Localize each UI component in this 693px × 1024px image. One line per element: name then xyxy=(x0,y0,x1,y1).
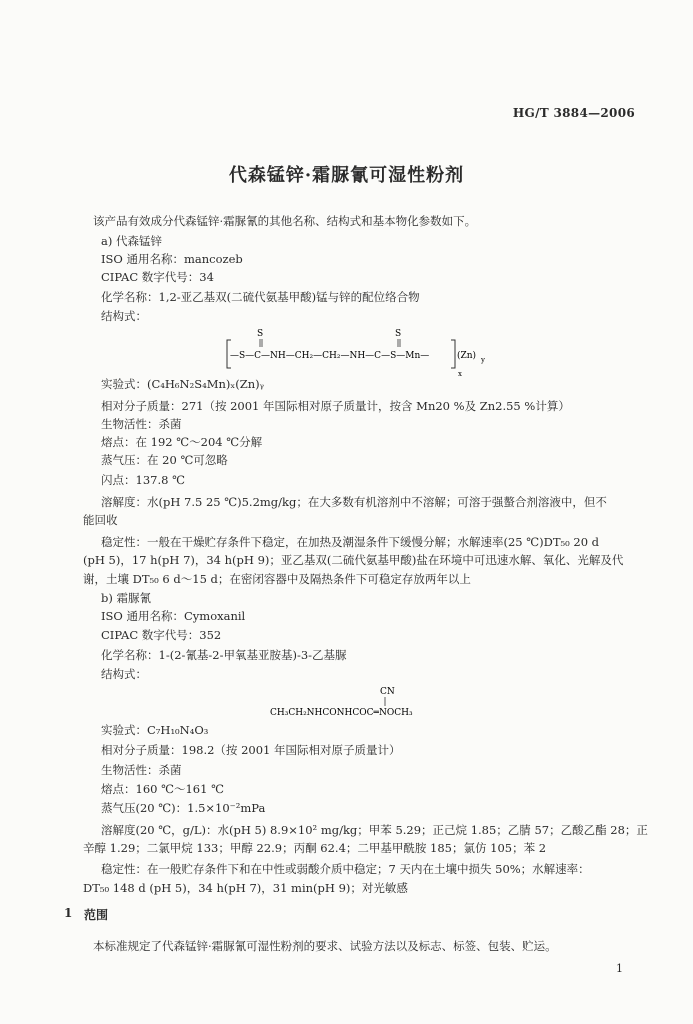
section-number: 1 xyxy=(64,906,73,920)
mancozeb-melting-point: 熔点：在 192 ℃～204 ℃分解 xyxy=(101,435,263,449)
cymoxanil-solubility-line-1: 溶解度(20 ℃，g/L)：水(pH 5) 8.9×10² mg/kg；甲苯 5.29；正己烷 1.85；乙腈 57；乙酸乙酯 28；正 xyxy=(101,823,648,837)
page-number: 1 xyxy=(616,962,623,975)
mancozeb-structure-formula xyxy=(225,326,515,382)
mancozeb-stability-line-3: 谢，土壤 DT₅₀ 6 d～15 d；在密闭容器中及隔热条件下可稳定存放两年以上 xyxy=(83,572,471,586)
mancozeb-solubility-line-1: 溶解度：水(pH 7.5 25 ℃)5.2mg/kg；在大多数有机溶剂中不溶解；可溶于强螯合剂溶液中，但不 xyxy=(101,495,607,509)
section-body: 本标准规定了代森锰锌·霜脲氰可湿性粉剂的要求、试验方法以及标志、标签、包装、贮运。 xyxy=(93,939,557,953)
intro-paragraph: 该产品有效成分代森锰锌·霜脲氰的其他名称、结构式和基本物化参数如下。 xyxy=(93,214,477,228)
cymoxanil-vapor-pressure: 蒸气压(20 ℃)：1.5×10⁻²mPa xyxy=(101,801,266,815)
cymoxanil-cyano: CN xyxy=(380,687,395,697)
cymoxanil-iso-name: ISO 通用名称：Cymoxanil xyxy=(101,609,246,623)
mancozeb-solubility-line-2: 能回收 xyxy=(83,513,118,527)
mancozeb-zinc-sub: y xyxy=(481,356,485,364)
cymoxanil-chain: CH₃CH₂NHCONHCOC═NOCH₃ xyxy=(270,708,413,718)
cymoxanil-cipac-code: CIPAC 数字代号：352 xyxy=(101,628,222,642)
mancozeb-sulfur-1: S xyxy=(257,329,264,339)
mancozeb-cipac-code: CIPAC 数字代号：34 xyxy=(101,270,214,284)
mancozeb-chain: —S—C—NH—CH₂—CH₂—NH—C—S—Mn— xyxy=(230,351,430,361)
mancozeb-activity: 生物活性：杀菌 xyxy=(101,417,182,431)
mancozeb-zinc: (Zn) xyxy=(457,351,477,361)
mancozeb-stability-line-2: (pH 5)，17 h(pH 7)，34 h(pH 9)；亚乙基双(二硫代氨基甲酸)盐在环境中可迅速水解、氧化、光解及代 xyxy=(83,553,624,567)
cymoxanil-empirical-formula: 实验式：C₇H₁₀N₄O₃ xyxy=(101,723,209,737)
mancozeb-structure-label: 结构式： xyxy=(101,309,147,323)
cymoxanil-stability-line-1: 稳定性：在一般贮存条件下和在中性或弱酸介质中稳定；7 天内在土壤中损失 50%；水解速率： xyxy=(101,862,590,876)
cymoxanil-chemical-name: 化学名称：1-(2-氰基-2-甲氧基亚胺基)-3-乙基脲 xyxy=(101,648,347,662)
mancozeb-molecular-weight: 相对分子质量：271（按 2001 年国际相对原子质量计，按含 Mn20 %及 Zn2.55 %计算） xyxy=(101,399,570,413)
mancozeb-chemical-name: 化学名称：1,2-亚乙基双(二硫代氨基甲酸)锰与锌的配位络合物 xyxy=(101,290,420,304)
mancozeb-x-sub: x xyxy=(458,370,462,378)
cymoxanil-heading: b) 霜脲氰 xyxy=(101,591,152,605)
mancozeb-heading: a) 代森锰锌 xyxy=(101,234,162,248)
mancozeb-vapor-pressure: 蒸气压：在 20 ℃可忽略 xyxy=(101,453,228,467)
cymoxanil-solubility-line-2: 辛醇 1.29；二氯甲烷 133；甲醇 22.9；丙酮 62.4；二甲基甲酰胺 185；氯仿 105；苯 2 xyxy=(83,841,547,855)
mancozeb-empirical-formula: 实验式：(C₄H₆N₂S₄Mn)ₓ(Zn)ᵧ xyxy=(101,377,264,391)
cymoxanil-activity: 生物活性：杀菌 xyxy=(101,763,182,777)
mancozeb-sulfur-2: S xyxy=(395,329,402,339)
standard-number: HG/T 3884—2006 xyxy=(512,106,635,120)
mancozeb-stability-line-1: 稳定性：一般在干燥贮存条件下稳定，在加热及潮湿条件下缓慢分解；水解速率(25 ℃)DT₅₀ 20 d xyxy=(101,535,600,549)
cymoxanil-structure-formula xyxy=(268,684,448,720)
document-title: 代森锰锌·霜脲氰可湿性粉剂 xyxy=(228,165,465,186)
cymoxanil-structure-label: 结构式： xyxy=(101,667,147,681)
mancozeb-flash-point: 闪点：137.8 ℃ xyxy=(101,473,185,487)
cymoxanil-stability-line-2: DT₅₀ 148 d (pH 5)，34 h(pH 7)，31 min(pH 9)；对光敏感 xyxy=(83,881,408,895)
cymoxanil-melting-point: 熔点：160 ℃～161 ℃ xyxy=(101,782,224,796)
section-title: 范围 xyxy=(84,908,109,922)
mancozeb-iso-name: ISO 通用名称：mancozeb xyxy=(101,252,243,266)
cymoxanil-molecular-weight: 相对分子质量：198.2（按 2001 年国际相对原子质量计） xyxy=(101,743,401,757)
